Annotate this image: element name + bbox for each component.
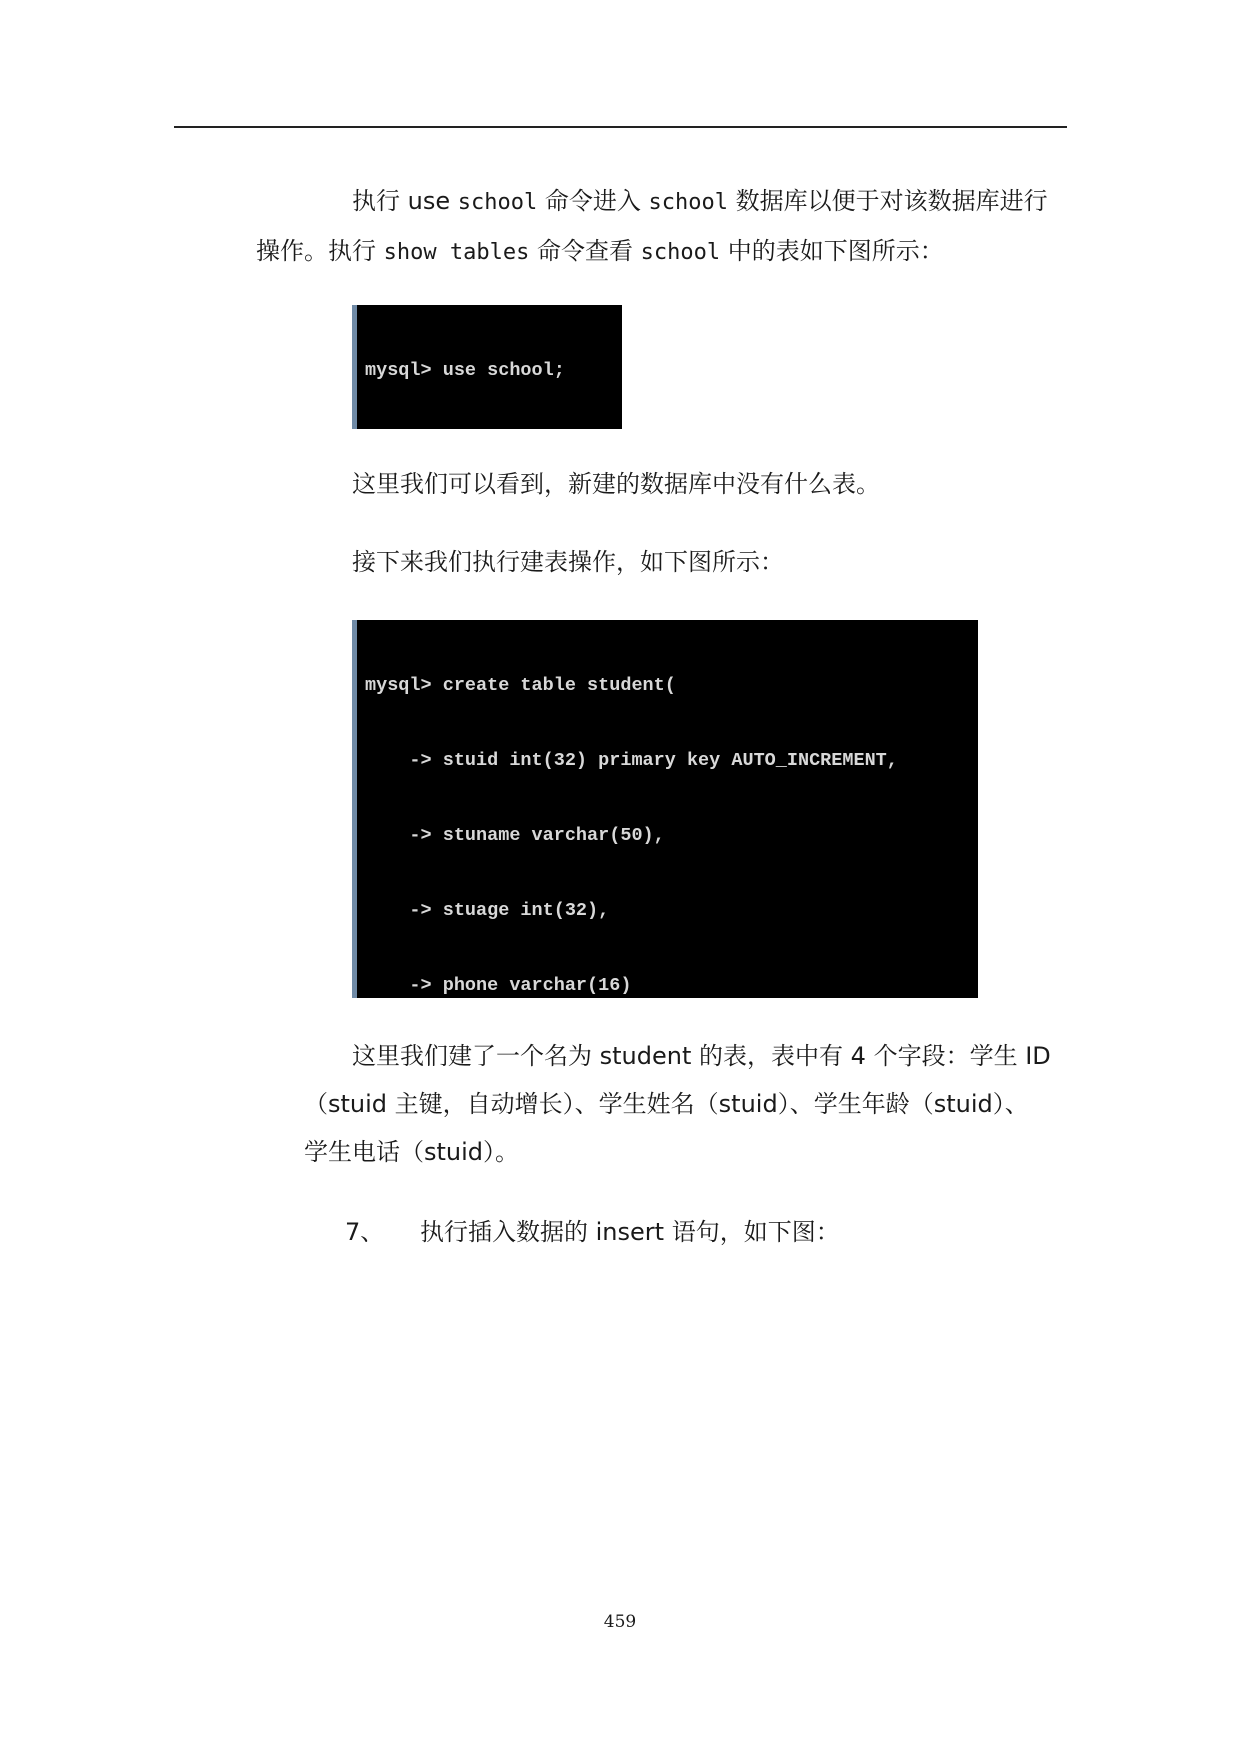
terminal-screenshot-2 [352, 620, 978, 998]
cmd-show-tables: show tables [383, 240, 530, 265]
paragraph-use-school: 执行 use school 命令进入 school 数据库以便于对该数据库进行 操作。执行 show tables 命令查看 school 中的表如下图所示： [256, 187, 1048, 265]
terminal-screenshot-1 [352, 305, 622, 429]
paragraph-student-table-fields: 这里我们建了一个名为 student 的表，表中有 4 个字段：学生 ID （stuid 主键，自动增长）、学生姓名（stuid）、学生年龄（stuid）、 学生电话（stuid）。 [304, 1042, 1051, 1166]
paragraph-create-table: 接下来我们执行建表操作，如下图所示： [352, 548, 784, 576]
paragraph-no-tables: 这里我们可以看到，新建的数据库中没有什么表。 [352, 470, 880, 498]
terminal-line: mysql> create table student( [365, 675, 676, 696]
terminal-line: -> stuid int(32) primary key AUTO_INCREMENT, [365, 750, 898, 771]
db-name: school [648, 190, 728, 215]
terminal-line: mysql> use school; [365, 360, 565, 381]
header-rule [174, 126, 1067, 128]
terminal-line: -> stuname varchar(50), [365, 825, 665, 846]
db-name: school [640, 240, 721, 265]
page-number: 459 [603, 1612, 637, 1632]
terminal-line: -> phone varchar(16) [365, 975, 632, 996]
db-name: school [457, 190, 538, 215]
step-text: 执行插入数据的 insert 语句，如下图： [420, 1218, 840, 1246]
terminal-line: -> stuage int(32), [365, 900, 610, 921]
cmd-use: use [407, 187, 451, 215]
step-number: 7、 [345, 1218, 385, 1246]
